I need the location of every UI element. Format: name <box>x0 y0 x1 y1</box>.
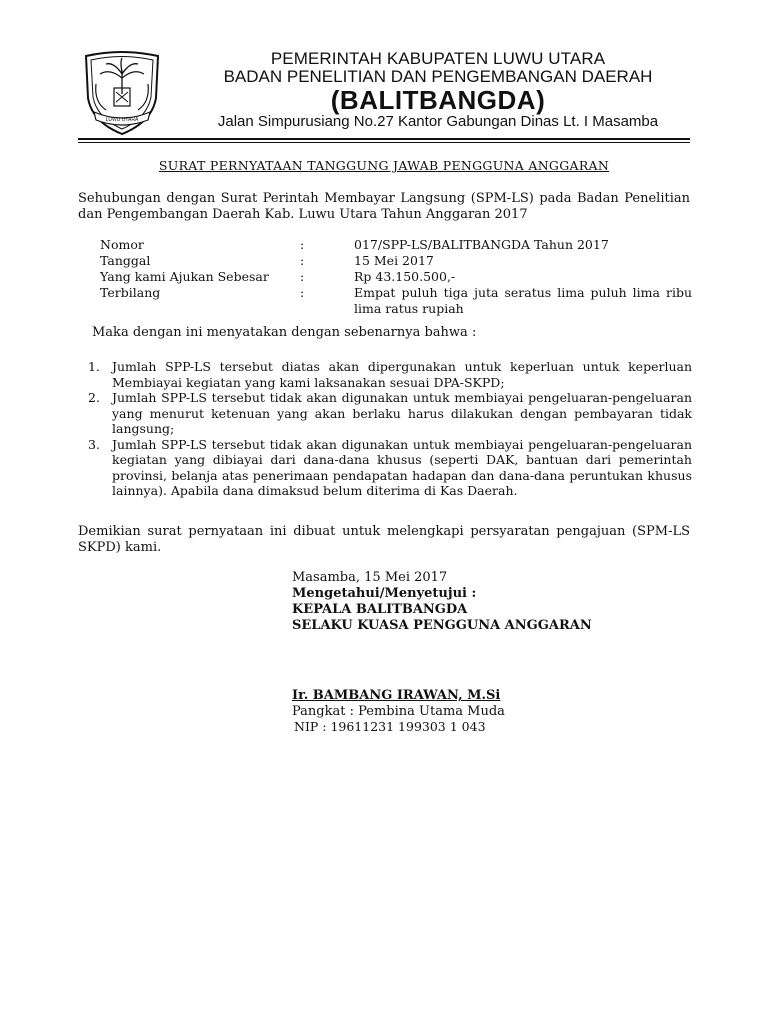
info-colon: : <box>300 253 305 268</box>
info-label: Tanggal <box>100 253 151 268</box>
signatory-name: Ir. BAMBANG IRAWAN, M.Si <box>292 688 501 703</box>
list-item <box>78 437 692 499</box>
list-item <box>78 390 692 437</box>
signature-approval: Mengetahui/Menyetujui : <box>292 586 477 601</box>
info-value: 017/SPP-LS/BALITBANGDA Tahun 2017 <box>354 237 609 252</box>
org-address: Jalan Simpurusiang No.27 Kantor Gabungan Dinas Lt. I Masamba <box>217 113 659 130</box>
info-colon: : <box>300 285 305 300</box>
list-number: 3. <box>88 436 100 452</box>
list-item <box>78 359 692 390</box>
document-title: SURAT PERNYATAAN TANGGUNG JAWAB PENGGUNA ANGGARAN <box>158 158 610 173</box>
list-text: Jumlah SPP-LS tersebut tidak akan digunakan untuk membiayai pengeluaran-pengeluaran yang menurut ketenuan yang akan berlaku harus dilakukan dengan pembayaran tidak langsung; <box>112 390 692 436</box>
logo-banner-text: LUWU UTARA <box>105 117 139 123</box>
info-row-amount <box>100 269 692 285</box>
info-value: 15 Mei 2017 <box>354 253 434 268</box>
list-number: 2. <box>88 390 100 405</box>
statement-list <box>78 359 692 499</box>
info-label: Yang kami Ajukan Sebesar <box>100 269 269 284</box>
list-text: Jumlah SPP-LS tersebut tidak akan digunakan untuk membiayai pengeluaran-pengeluaran kegiatan yang dibiayai dari dana-dana khusus (seperti DAK, bantuan dari pemerintah provinsi, belanja atas penerimaan pendapatan hadapan dan dana-dana peruntukan khusus lainnya). Apabila dana dimaksud belum diterima di Kas Daerah. <box>112 436 692 498</box>
signatory-rank: Pangkat : Pembina Utama Muda <box>292 704 505 719</box>
info-table <box>100 237 692 317</box>
info-value: Empat puluh tiga juta seratus lima puluh lima ribu lima ratus rupiah <box>354 285 692 316</box>
org-line-government: PEMERINTAH KABUPATEN LUWU UTARA <box>270 49 606 68</box>
info-row-tanggal <box>100 253 692 269</box>
signature-place-date: Masamba, 15 Mei 2017 <box>292 570 448 585</box>
info-row-terbilang <box>100 285 692 317</box>
signature-position-head: KEPALA BALITBANGDA <box>292 602 468 617</box>
signatory-nip: NIP : 19611231 199303 1 043 <box>294 719 486 734</box>
letterhead-rule-thick <box>78 138 690 140</box>
info-label: Nomor <box>100 237 144 252</box>
info-label: Terbilang <box>100 285 161 300</box>
list-number: 1. <box>88 359 100 374</box>
signature-block <box>292 570 592 634</box>
info-row-nomor <box>100 237 692 253</box>
org-line-acronym: (BALITBANGDA) <box>330 85 546 115</box>
info-value: Rp 43.150.500,- <box>354 269 456 284</box>
info-colon: : <box>300 237 305 252</box>
info-colon: : <box>300 269 305 284</box>
regency-crest-logo <box>76 50 168 136</box>
closing-paragraph: Demikian surat pernyataan ini dibuat untuk melengkapi persyaratan pengajuan (SPM-LS SKPD) kami. <box>78 524 690 555</box>
statement-intro: Maka dengan ini menyatakan dengan sebenarnya bahwa : <box>92 325 477 340</box>
signature-position-role: SELAKU KUASA PENGGUNA ANGGARAN <box>292 618 592 633</box>
list-text: Jumlah SPP-LS tersebut diatas akan dipergunakan untuk keperluan untuk keperluan Membiayai kegiatan yang kami laksanakan sesuai DPA-SKPD; <box>112 359 692 390</box>
intro-paragraph: Sehubungan dengan Surat Perintah Membayar Langsung (SPM-LS) pada Badan Penelitian dan Pengembangan Daerah Kab. Luwu Utara Tahun Anggaran 2017 <box>78 191 690 222</box>
letterhead-rule-thin <box>78 142 690 143</box>
org-line-agency: BADAN PENELITIAN DAN PENGEMBANGAN DAERAH <box>223 67 653 86</box>
